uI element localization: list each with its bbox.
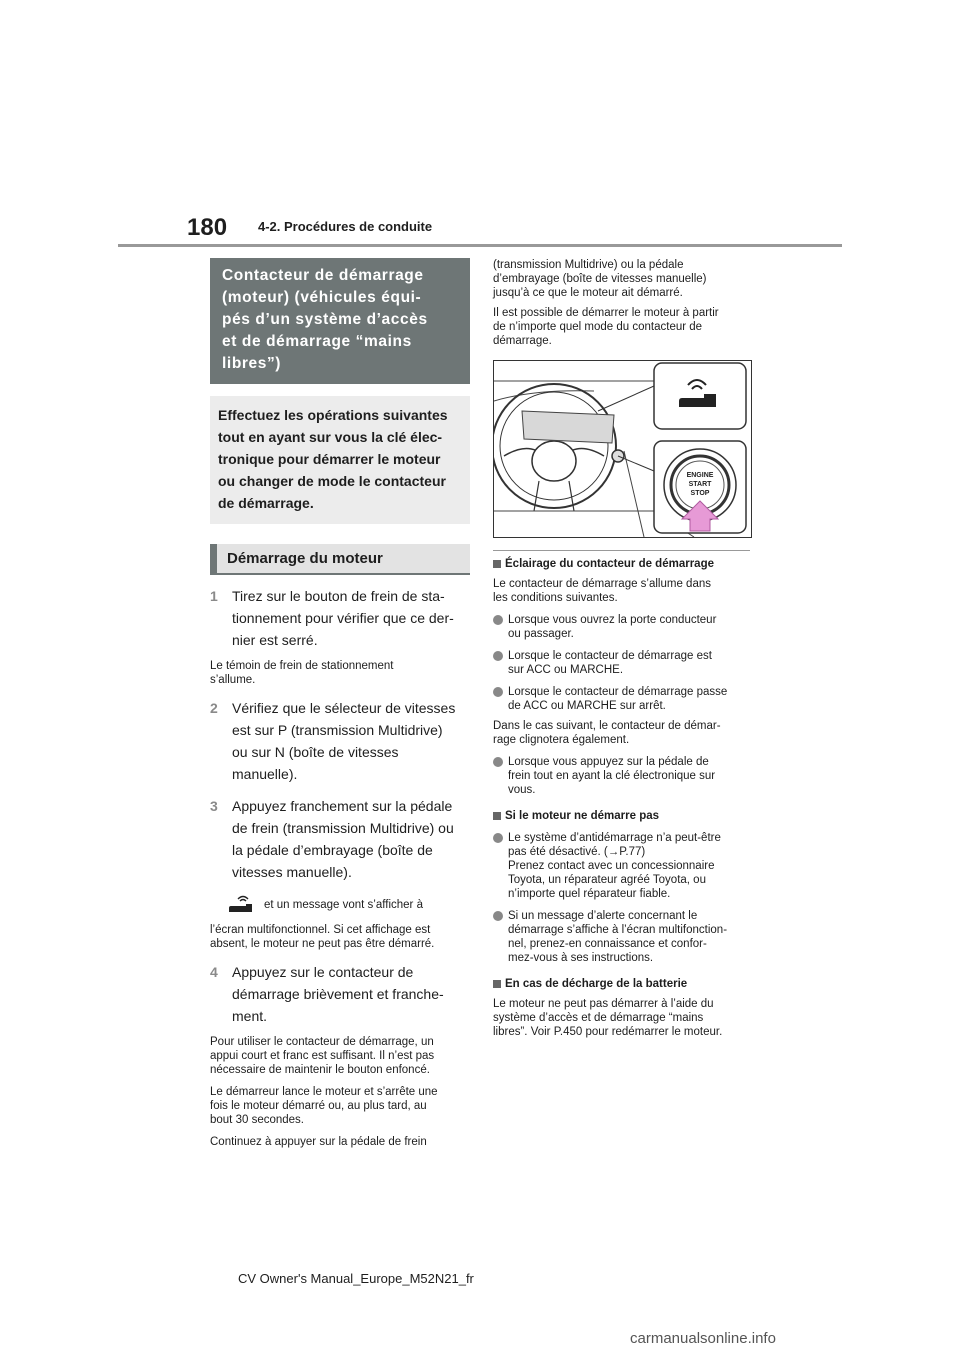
circle-bullet-icon <box>493 757 503 767</box>
title-line: Contacteur de démarrage <box>222 267 424 284</box>
bullet-line: vous. <box>508 784 536 796</box>
steering-wheel-illustration <box>494 361 751 537</box>
step-line: est sur P (transmission Multidrive) <box>232 722 443 738</box>
step-line: Tirez sur le bouton de frein de sta- <box>232 588 445 604</box>
para-line: Il est possible de démarrer le moteur à partir <box>493 307 719 319</box>
note-line: fois le moteur démarré ou, au plus tard, au <box>210 1100 427 1112</box>
step-4 <box>210 961 470 1027</box>
title-line: libres”) <box>222 355 282 372</box>
note-line: Le démarreur lance le moteur et s’arrête une <box>210 1086 438 1098</box>
step-number: 4 <box>210 964 218 980</box>
step-line: ment. <box>232 1008 268 1024</box>
bullet-line: Lorsque vous ouvrez la porte conducteur <box>508 614 717 626</box>
circle-bullet-icon <box>493 833 503 843</box>
left-column <box>210 258 470 1149</box>
continued-paragraph <box>493 258 750 300</box>
step-1 <box>210 585 470 651</box>
bullet-line: sur ACC ou MARCHE. <box>508 664 624 676</box>
square-bullet-icon <box>493 812 501 820</box>
heading-text: Éclairage du contacteur de démarrage <box>505 558 714 570</box>
bullet-line: n’importe quel réparateur fiable. <box>508 888 671 900</box>
note-line: Continuez à appuyer sur la pédale de frein <box>210 1136 427 1148</box>
para-line: démarrage. <box>493 335 552 347</box>
step-line: nier est serré. <box>232 632 318 648</box>
para-line: Le contacteur de démarrage s’allume dans <box>493 578 711 590</box>
page-number: 180 <box>187 214 228 241</box>
step-line: Appuyez franchement sur la pédale <box>232 798 453 814</box>
note-line: absent, le moteur ne peut pas être démarré. <box>210 938 435 950</box>
circle-bullet-icon <box>493 651 503 661</box>
header-rule <box>118 244 842 247</box>
button-label-engine: ENGINE <box>686 472 714 479</box>
step-line: Appuyez sur le contacteur de <box>232 964 414 980</box>
note-line: l’écran multifonctionnel. Si cet affichage est <box>210 924 431 936</box>
bullet-item <box>493 685 750 713</box>
bullet-item <box>493 613 750 641</box>
bullet-line: Lorsque le contacteur de démarrage est <box>508 650 712 662</box>
note-line: appui court et franc est suffisant. Il n’est pas <box>210 1050 435 1062</box>
para-line: libres”. Voir P.450 pour redémarrer le moteur. <box>493 1026 723 1038</box>
step-1-note <box>210 659 470 687</box>
para-line: Dans le cas suivant, le contacteur de démar- <box>493 720 721 732</box>
subheading-engine-start: Démarrage du moteur <box>210 544 470 575</box>
para-line: Le moteur ne peut pas démarrer à l’aide du <box>493 998 714 1010</box>
dashboard-illustration <box>493 360 752 538</box>
button-label-start: START <box>688 481 712 488</box>
bullet-item <box>493 649 750 677</box>
step-line: manuelle). <box>232 766 298 782</box>
step-line: de frein (transmission Multidrive) ou <box>232 820 454 836</box>
bullet-line: frein tout en ayant la clé électronique sur <box>508 770 716 782</box>
step-3 <box>210 795 470 883</box>
section-rule <box>493 550 750 551</box>
step-line: tionnement pour vérifier que ce der- <box>232 610 454 626</box>
note-line: Le témoin de frein de stationnement <box>210 660 394 672</box>
step-number: 2 <box>210 700 218 716</box>
step-line: la pédale d’embrayage (boîte de <box>232 842 433 858</box>
note-line: nécessaire de maintenir le bouton enfoncé. <box>210 1064 430 1076</box>
square-bullet-icon <box>493 560 501 568</box>
para-line: les conditions suivantes. <box>493 592 618 604</box>
square-bullet-icon <box>493 980 501 988</box>
bullet-line: Toyota, un réparateur agréé Toyota, ou <box>508 874 706 886</box>
watermark: carmanualsonline.info <box>630 1330 776 1347</box>
indicator-text: et un message vont s’afficher à <box>264 899 423 911</box>
section-heading-lighting <box>493 557 750 571</box>
circle-bullet-icon <box>493 687 503 697</box>
right-column <box>493 258 750 1039</box>
para-line: jusqu’à ce que le moteur ait démarré. <box>493 287 683 299</box>
bullet-line: Si un message d’alerte concernant le <box>508 910 698 922</box>
step-2 <box>210 697 470 785</box>
main-title <box>210 258 470 384</box>
note-line: Pour utiliser le contacteur de démarrage, un <box>210 1036 434 1048</box>
title-line: (moteur) (véhicules équi- <box>222 289 422 306</box>
heading-text: Si le moteur ne démarre pas <box>505 810 660 822</box>
heading-text: En cas de décharge de la batterie <box>505 978 688 990</box>
bullet-item <box>493 831 750 901</box>
step-line: vitesses manuelle). <box>232 864 352 880</box>
bullet-line: pas été désactivé. (→P.77) <box>508 846 646 858</box>
title-line: et de démarrage “mains <box>222 333 412 350</box>
note-line: bout 30 secondes. <box>210 1114 304 1126</box>
step-number: 1 <box>210 588 218 604</box>
step-number: 3 <box>210 798 218 814</box>
title-line: pés d’un système d’accès <box>222 311 428 328</box>
step-line: démarrage brièvement et franche- <box>232 986 444 1002</box>
section-title: 4-2. Procédures de conduite <box>258 219 433 234</box>
intro-line: tout en ayant sur vous la clé élec- <box>218 429 443 445</box>
bullet-line: nel, prenez-en connaissance et confor- <box>508 938 707 950</box>
bullet-line: démarrage s’affiche à l’écran multifonction- <box>508 924 728 936</box>
step-4-note <box>210 1035 470 1077</box>
para-line: d’embrayage (boîte de vitesses manuelle) <box>493 273 707 285</box>
paragraph <box>493 577 750 605</box>
bullet-line: Lorsque le contacteur de démarrage passe <box>508 686 728 698</box>
circle-bullet-icon <box>493 615 503 625</box>
para-line: système d’accès et de démarrage “mains <box>493 1012 704 1024</box>
section-heading-battery <box>493 977 750 991</box>
bullet-line: ou passager. <box>508 628 574 640</box>
smart-key-indicator-icon <box>226 895 256 915</box>
intro-line: Effectuez les opérations suivantes <box>218 407 448 423</box>
intro-line: ou changer de mode le contacteur <box>218 473 446 489</box>
button-label-stop: STOP <box>690 490 710 497</box>
paragraph <box>493 306 750 348</box>
indicator-note <box>210 923 470 951</box>
bullet-line: mez-vous à ses instructions. <box>508 952 654 964</box>
bullet-item <box>493 909 750 965</box>
step-4-note <box>210 1085 470 1127</box>
step-line: Vérifiez que le sélecteur de vitesses <box>232 700 456 716</box>
intro-line: de démarrage. <box>218 495 314 511</box>
bullet-line: Lorsque vous appuyez sur la pédale de <box>508 756 709 768</box>
section-heading-no-start <box>493 809 750 823</box>
note-line: s’allume. <box>210 674 256 686</box>
step-line: ou sur N (boîte de vitesses <box>232 744 399 760</box>
paragraph <box>493 997 750 1039</box>
bullet-item <box>493 755 750 797</box>
footer-manual-id: CV Owner's Manual_Europe_M52N21_fr <box>238 1271 474 1286</box>
circle-bullet-icon <box>493 911 503 921</box>
intro-box <box>210 396 470 524</box>
para-line: de n’importe quel mode du contacteur de <box>493 321 703 333</box>
para-line: rage clignotera également. <box>493 734 630 746</box>
step-4-note <box>210 1135 470 1149</box>
intro-line: tronique pour démarrer le moteur <box>218 451 441 467</box>
bullet-line: Prenez contact avec un concessionnaire <box>508 860 715 872</box>
bullet-line: Le système d’antidémarrage n’a peut-être <box>508 832 721 844</box>
paragraph <box>493 719 750 747</box>
bullet-line: de ACC ou MARCHE sur arrêt. <box>508 700 666 712</box>
indicator-line <box>210 895 470 915</box>
para-line: (transmission Multidrive) ou la pédale <box>493 259 684 271</box>
